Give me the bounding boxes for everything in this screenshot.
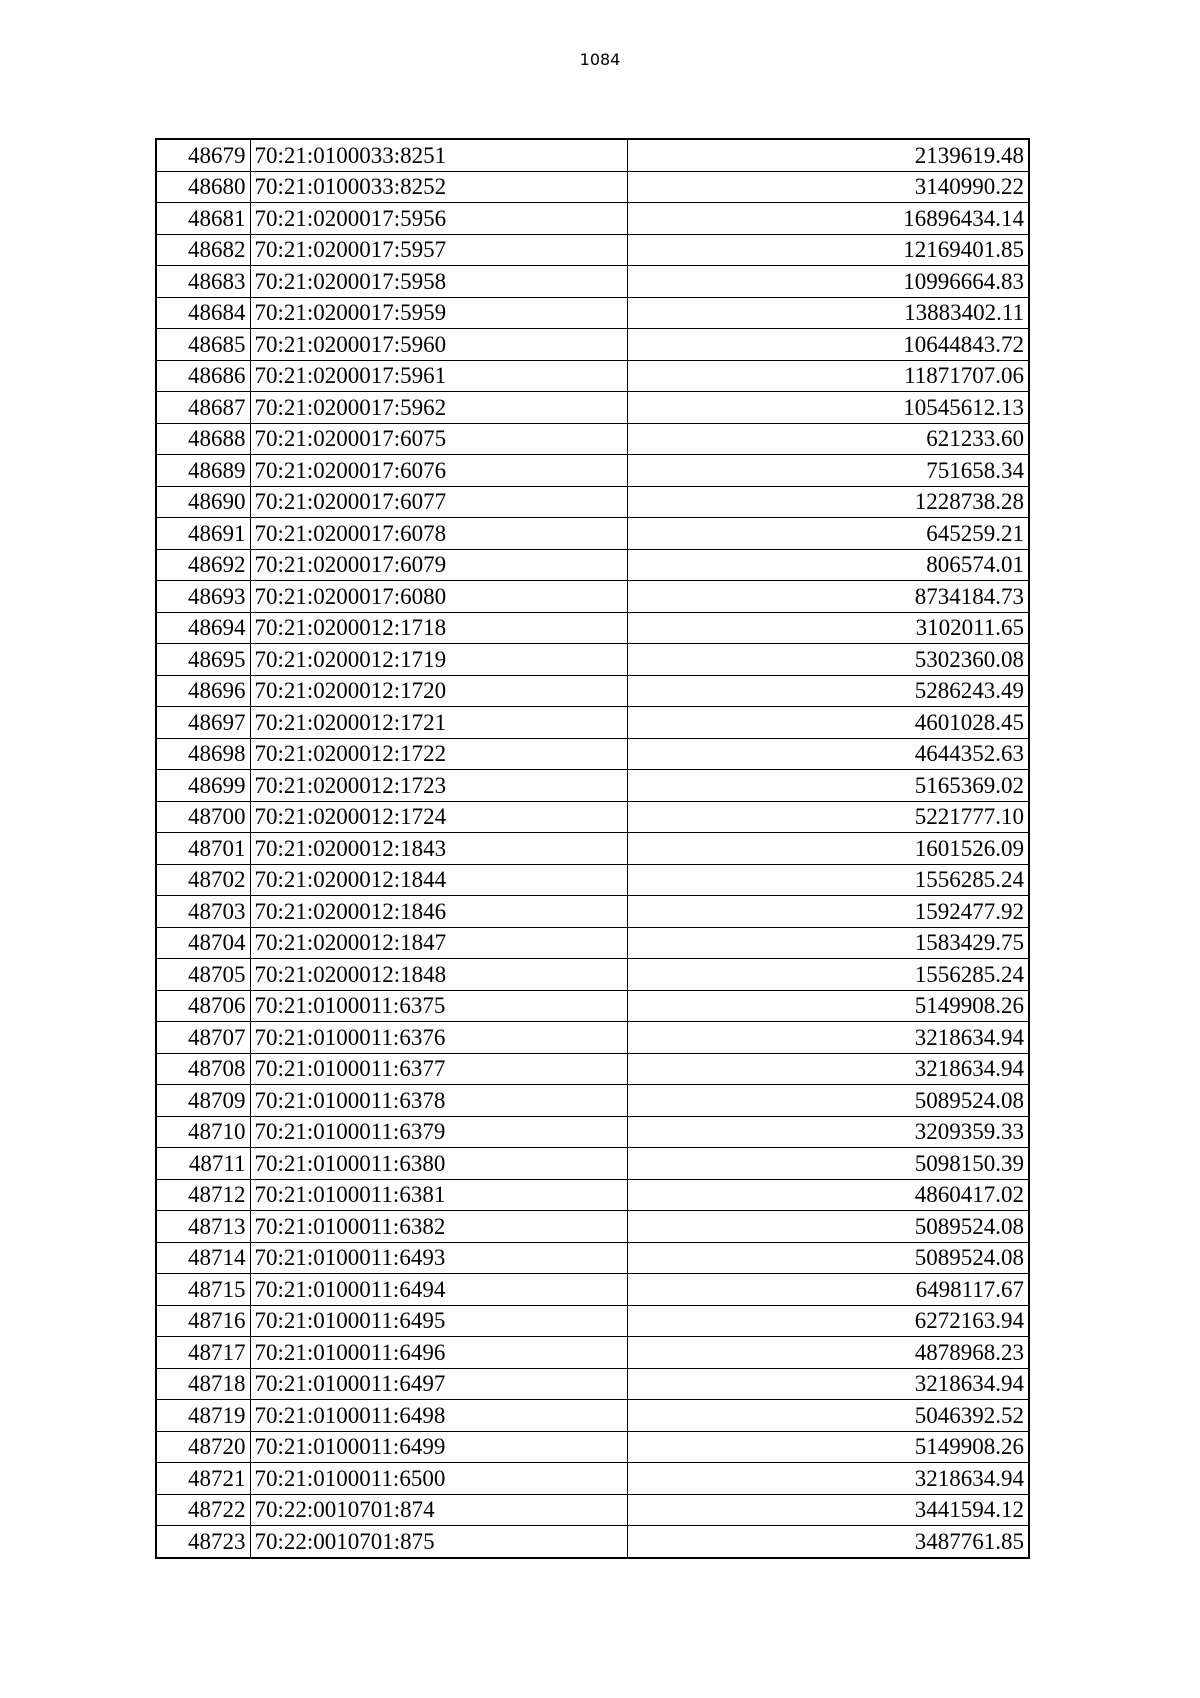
table-row xyxy=(156,1116,1029,1148)
cadastral-number-cell: 70:21:0200017:5957 xyxy=(250,234,627,266)
cadastral-number-cell: 70:21:0100011:6378 xyxy=(250,1085,627,1117)
cadastral-number-cell: 70:21:0200012:1722 xyxy=(250,738,627,770)
row-number-cell: 48698 xyxy=(156,738,250,770)
row-number-cell: 48704 xyxy=(156,927,250,959)
row-number-cell: 48712 xyxy=(156,1179,250,1211)
cadastral-number-cell: 70:21:0100011:6380 xyxy=(250,1148,627,1180)
cadastral-number-cell: 70:21:0200012:1720 xyxy=(250,675,627,707)
cadastral-value-cell: 3102011.65 xyxy=(627,612,1029,644)
cadastral-number-cell: 70:21:0200017:5958 xyxy=(250,266,627,298)
cadastral-value-cell: 6272163.94 xyxy=(627,1305,1029,1337)
cadastral-number-cell: 70:21:0200017:5959 xyxy=(250,297,627,329)
cadastral-number-cell: 70:21:0100011:6496 xyxy=(250,1337,627,1369)
cadastral-value-cell: 5302360.08 xyxy=(627,644,1029,676)
table-row xyxy=(156,707,1029,739)
table-row xyxy=(156,297,1029,329)
table-row xyxy=(156,234,1029,266)
table-row xyxy=(156,139,1029,171)
cadastral-value-cell: 5165369.02 xyxy=(627,770,1029,802)
table-row xyxy=(156,1148,1029,1180)
cadastral-number-cell: 70:21:0200012:1847 xyxy=(250,927,627,959)
cadastral-number-cell: 70:21:0200017:6075 xyxy=(250,423,627,455)
cadastral-value-cell: 1601526.09 xyxy=(627,833,1029,865)
row-number-cell: 48723 xyxy=(156,1526,250,1558)
cadastral-value-cell: 8734184.73 xyxy=(627,581,1029,613)
table-row xyxy=(156,896,1029,928)
table-row xyxy=(156,770,1029,802)
cadastral-value-cell: 5089524.08 xyxy=(627,1085,1029,1117)
row-number-cell: 48711 xyxy=(156,1148,250,1180)
cadastral-value-cell: 2139619.48 xyxy=(627,139,1029,171)
cadastral-value-cell: 5098150.39 xyxy=(627,1148,1029,1180)
row-number-cell: 48716 xyxy=(156,1305,250,1337)
cadastral-value-cell: 1556285.24 xyxy=(627,864,1029,896)
row-number-cell: 48710 xyxy=(156,1116,250,1148)
cadastral-number-cell: 70:22:0010701:875 xyxy=(250,1526,627,1558)
cadastral-number-cell: 70:21:0100033:8251 xyxy=(250,139,627,171)
cadastral-number-cell: 70:21:0200017:6076 xyxy=(250,455,627,487)
row-number-cell: 48714 xyxy=(156,1242,250,1274)
table-row xyxy=(156,1526,1029,1558)
cadastral-number-cell: 70:21:0100011:6381 xyxy=(250,1179,627,1211)
row-number-cell: 48684 xyxy=(156,297,250,329)
row-number-cell: 48679 xyxy=(156,139,250,171)
table-row xyxy=(156,675,1029,707)
row-number-cell: 48689 xyxy=(156,455,250,487)
cadastral-value-cell: 806574.01 xyxy=(627,549,1029,581)
cadastral-value-cell: 5149908.26 xyxy=(627,990,1029,1022)
cadastral-value-cell: 5089524.08 xyxy=(627,1211,1029,1243)
cadastral-value-table xyxy=(155,138,1030,1559)
cadastral-number-cell: 70:21:0200017:6077 xyxy=(250,486,627,518)
cadastral-number-cell: 70:21:0200017:5961 xyxy=(250,360,627,392)
row-number-cell: 48713 xyxy=(156,1211,250,1243)
table-row xyxy=(156,833,1029,865)
cadastral-value-cell: 10545612.13 xyxy=(627,392,1029,424)
row-number-cell: 48691 xyxy=(156,518,250,550)
cadastral-value-cell: 6498117.67 xyxy=(627,1274,1029,1306)
row-number-cell: 48693 xyxy=(156,581,250,613)
cadastral-number-cell: 70:21:0200012:1721 xyxy=(250,707,627,739)
table-row xyxy=(156,1085,1029,1117)
table-row xyxy=(156,959,1029,991)
cadastral-number-cell: 70:21:0200012:1724 xyxy=(250,801,627,833)
row-number-cell: 48705 xyxy=(156,959,250,991)
row-number-cell: 48686 xyxy=(156,360,250,392)
row-number-cell: 48695 xyxy=(156,644,250,676)
row-number-cell: 48697 xyxy=(156,707,250,739)
cadastral-value-cell: 645259.21 xyxy=(627,518,1029,550)
cadastral-number-cell: 70:21:0100011:6495 xyxy=(250,1305,627,1337)
cadastral-number-cell: 70:21:0200012:1719 xyxy=(250,644,627,676)
table-row xyxy=(156,801,1029,833)
cadastral-number-cell: 70:21:0200017:5960 xyxy=(250,329,627,361)
row-number-cell: 48706 xyxy=(156,990,250,1022)
row-number-cell: 48688 xyxy=(156,423,250,455)
table-row xyxy=(156,864,1029,896)
row-number-cell: 48703 xyxy=(156,896,250,928)
cadastral-value-cell: 4860417.02 xyxy=(627,1179,1029,1211)
cadastral-number-cell: 70:21:0200017:5956 xyxy=(250,203,627,235)
cadastral-number-cell: 70:21:0100011:6499 xyxy=(250,1431,627,1463)
cadastral-number-cell: 70:21:0200012:1844 xyxy=(250,864,627,896)
cadastral-value-cell: 10996664.83 xyxy=(627,266,1029,298)
cadastral-value-cell: 3441594.12 xyxy=(627,1494,1029,1526)
row-number-cell: 48700 xyxy=(156,801,250,833)
cadastral-value-cell: 4878968.23 xyxy=(627,1337,1029,1369)
table-row xyxy=(156,1368,1029,1400)
table-row xyxy=(156,581,1029,613)
cadastral-value-cell: 1556285.24 xyxy=(627,959,1029,991)
cadastral-number-cell: 70:22:0010701:874 xyxy=(250,1494,627,1526)
cadastral-value-cell: 5046392.52 xyxy=(627,1400,1029,1432)
row-number-cell: 48690 xyxy=(156,486,250,518)
cadastral-value-cell: 3218634.94 xyxy=(627,1463,1029,1495)
table-row xyxy=(156,1242,1029,1274)
table-row xyxy=(156,1305,1029,1337)
table-row xyxy=(156,203,1029,235)
cadastral-number-cell: 70:21:0100011:6382 xyxy=(250,1211,627,1243)
row-number-cell: 48702 xyxy=(156,864,250,896)
row-number-cell: 48685 xyxy=(156,329,250,361)
cadastral-number-cell: 70:21:0200012:1846 xyxy=(250,896,627,928)
cadastral-number-cell: 70:21:0100011:6377 xyxy=(250,1053,627,1085)
cadastral-value-cell: 13883402.11 xyxy=(627,297,1029,329)
cadastral-value-cell: 11871707.06 xyxy=(627,360,1029,392)
row-number-cell: 48721 xyxy=(156,1463,250,1495)
cadastral-value-cell: 3218634.94 xyxy=(627,1053,1029,1085)
cadastral-value-cell: 1228738.28 xyxy=(627,486,1029,518)
row-number-cell: 48680 xyxy=(156,171,250,203)
row-number-cell: 48719 xyxy=(156,1400,250,1432)
cadastral-number-cell: 70:21:0100011:6497 xyxy=(250,1368,627,1400)
table-row xyxy=(156,486,1029,518)
cadastral-number-cell: 70:21:0200012:1718 xyxy=(250,612,627,644)
cadastral-number-cell: 70:21:0100011:6379 xyxy=(250,1116,627,1148)
cadastral-number-cell: 70:21:0100011:6494 xyxy=(250,1274,627,1306)
row-number-cell: 48696 xyxy=(156,675,250,707)
cadastral-value-cell: 5089524.08 xyxy=(627,1242,1029,1274)
table-row xyxy=(156,1431,1029,1463)
cadastral-number-cell: 70:21:0200017:6080 xyxy=(250,581,627,613)
table-row xyxy=(156,392,1029,424)
page-number: 1084 xyxy=(579,50,621,69)
row-number-cell: 48722 xyxy=(156,1494,250,1526)
table-row xyxy=(156,518,1029,550)
table-row xyxy=(156,1463,1029,1495)
cadastral-value-cell: 10644843.72 xyxy=(627,329,1029,361)
cadastral-value-cell: 5149908.26 xyxy=(627,1431,1029,1463)
table-row xyxy=(156,171,1029,203)
row-number-cell: 48687 xyxy=(156,392,250,424)
row-number-cell: 48715 xyxy=(156,1274,250,1306)
cadastral-value-cell: 5286243.49 xyxy=(627,675,1029,707)
cadastral-value-cell: 4644352.63 xyxy=(627,738,1029,770)
row-number-cell: 48694 xyxy=(156,612,250,644)
cadastral-number-cell: 70:21:0100011:6493 xyxy=(250,1242,627,1274)
row-number-cell: 48682 xyxy=(156,234,250,266)
cadastral-number-cell: 70:21:0100011:6375 xyxy=(250,990,627,1022)
table-row xyxy=(156,1211,1029,1243)
cadastral-number-cell: 70:21:0200012:1723 xyxy=(250,770,627,802)
cadastral-value-cell: 621233.60 xyxy=(627,423,1029,455)
table-row xyxy=(156,1179,1029,1211)
cadastral-value-cell: 3140990.22 xyxy=(627,171,1029,203)
table-row xyxy=(156,455,1029,487)
row-number-cell: 48717 xyxy=(156,1337,250,1369)
cadastral-number-cell: 70:21:0100033:8252 xyxy=(250,171,627,203)
table-row xyxy=(156,1337,1029,1369)
cadastral-number-cell: 70:21:0200012:1848 xyxy=(250,959,627,991)
row-number-cell: 48681 xyxy=(156,203,250,235)
row-number-cell: 48692 xyxy=(156,549,250,581)
cadastral-value-cell: 16896434.14 xyxy=(627,203,1029,235)
cadastral-number-cell: 70:21:0100011:6498 xyxy=(250,1400,627,1432)
cadastral-value-cell: 5221777.10 xyxy=(627,801,1029,833)
cadastral-number-cell: 70:21:0200012:1843 xyxy=(250,833,627,865)
cadastral-number-cell: 70:21:0200017:6078 xyxy=(250,518,627,550)
row-number-cell: 48709 xyxy=(156,1085,250,1117)
cadastral-number-cell: 70:21:0200017:6079 xyxy=(250,549,627,581)
table-row xyxy=(156,423,1029,455)
table-row xyxy=(156,738,1029,770)
table-row xyxy=(156,612,1029,644)
table-row xyxy=(156,329,1029,361)
table-row xyxy=(156,644,1029,676)
table-row xyxy=(156,549,1029,581)
table-row xyxy=(156,266,1029,298)
cadastral-number-cell: 70:21:0100011:6376 xyxy=(250,1022,627,1054)
cadastral-value-cell: 3209359.33 xyxy=(627,1116,1029,1148)
row-number-cell: 48699 xyxy=(156,770,250,802)
row-number-cell: 48707 xyxy=(156,1022,250,1054)
cadastral-value-cell: 751658.34 xyxy=(627,455,1029,487)
table-row xyxy=(156,1494,1029,1526)
table-row xyxy=(156,1022,1029,1054)
cadastral-value-cell: 3218634.94 xyxy=(627,1022,1029,1054)
cadastral-value-cell: 1583429.75 xyxy=(627,927,1029,959)
row-number-cell: 48720 xyxy=(156,1431,250,1463)
cadastral-number-cell: 70:21:0200017:5962 xyxy=(250,392,627,424)
row-number-cell: 48718 xyxy=(156,1368,250,1400)
cadastral-number-cell: 70:21:0100011:6500 xyxy=(250,1463,627,1495)
table-row xyxy=(156,1400,1029,1432)
cadastral-value-cell: 12169401.85 xyxy=(627,234,1029,266)
table-row xyxy=(156,1053,1029,1085)
table-row xyxy=(156,360,1029,392)
row-number-cell: 48708 xyxy=(156,1053,250,1085)
table-row xyxy=(156,990,1029,1022)
row-number-cell: 48701 xyxy=(156,833,250,865)
table-row xyxy=(156,927,1029,959)
table-row xyxy=(156,1274,1029,1306)
cadastral-value-cell: 1592477.92 xyxy=(627,896,1029,928)
row-number-cell: 48683 xyxy=(156,266,250,298)
cadastral-value-cell: 3218634.94 xyxy=(627,1368,1029,1400)
cadastral-value-cell: 3487761.85 xyxy=(627,1526,1029,1558)
cadastral-value-cell: 4601028.45 xyxy=(627,707,1029,739)
table-body xyxy=(156,139,1029,1558)
